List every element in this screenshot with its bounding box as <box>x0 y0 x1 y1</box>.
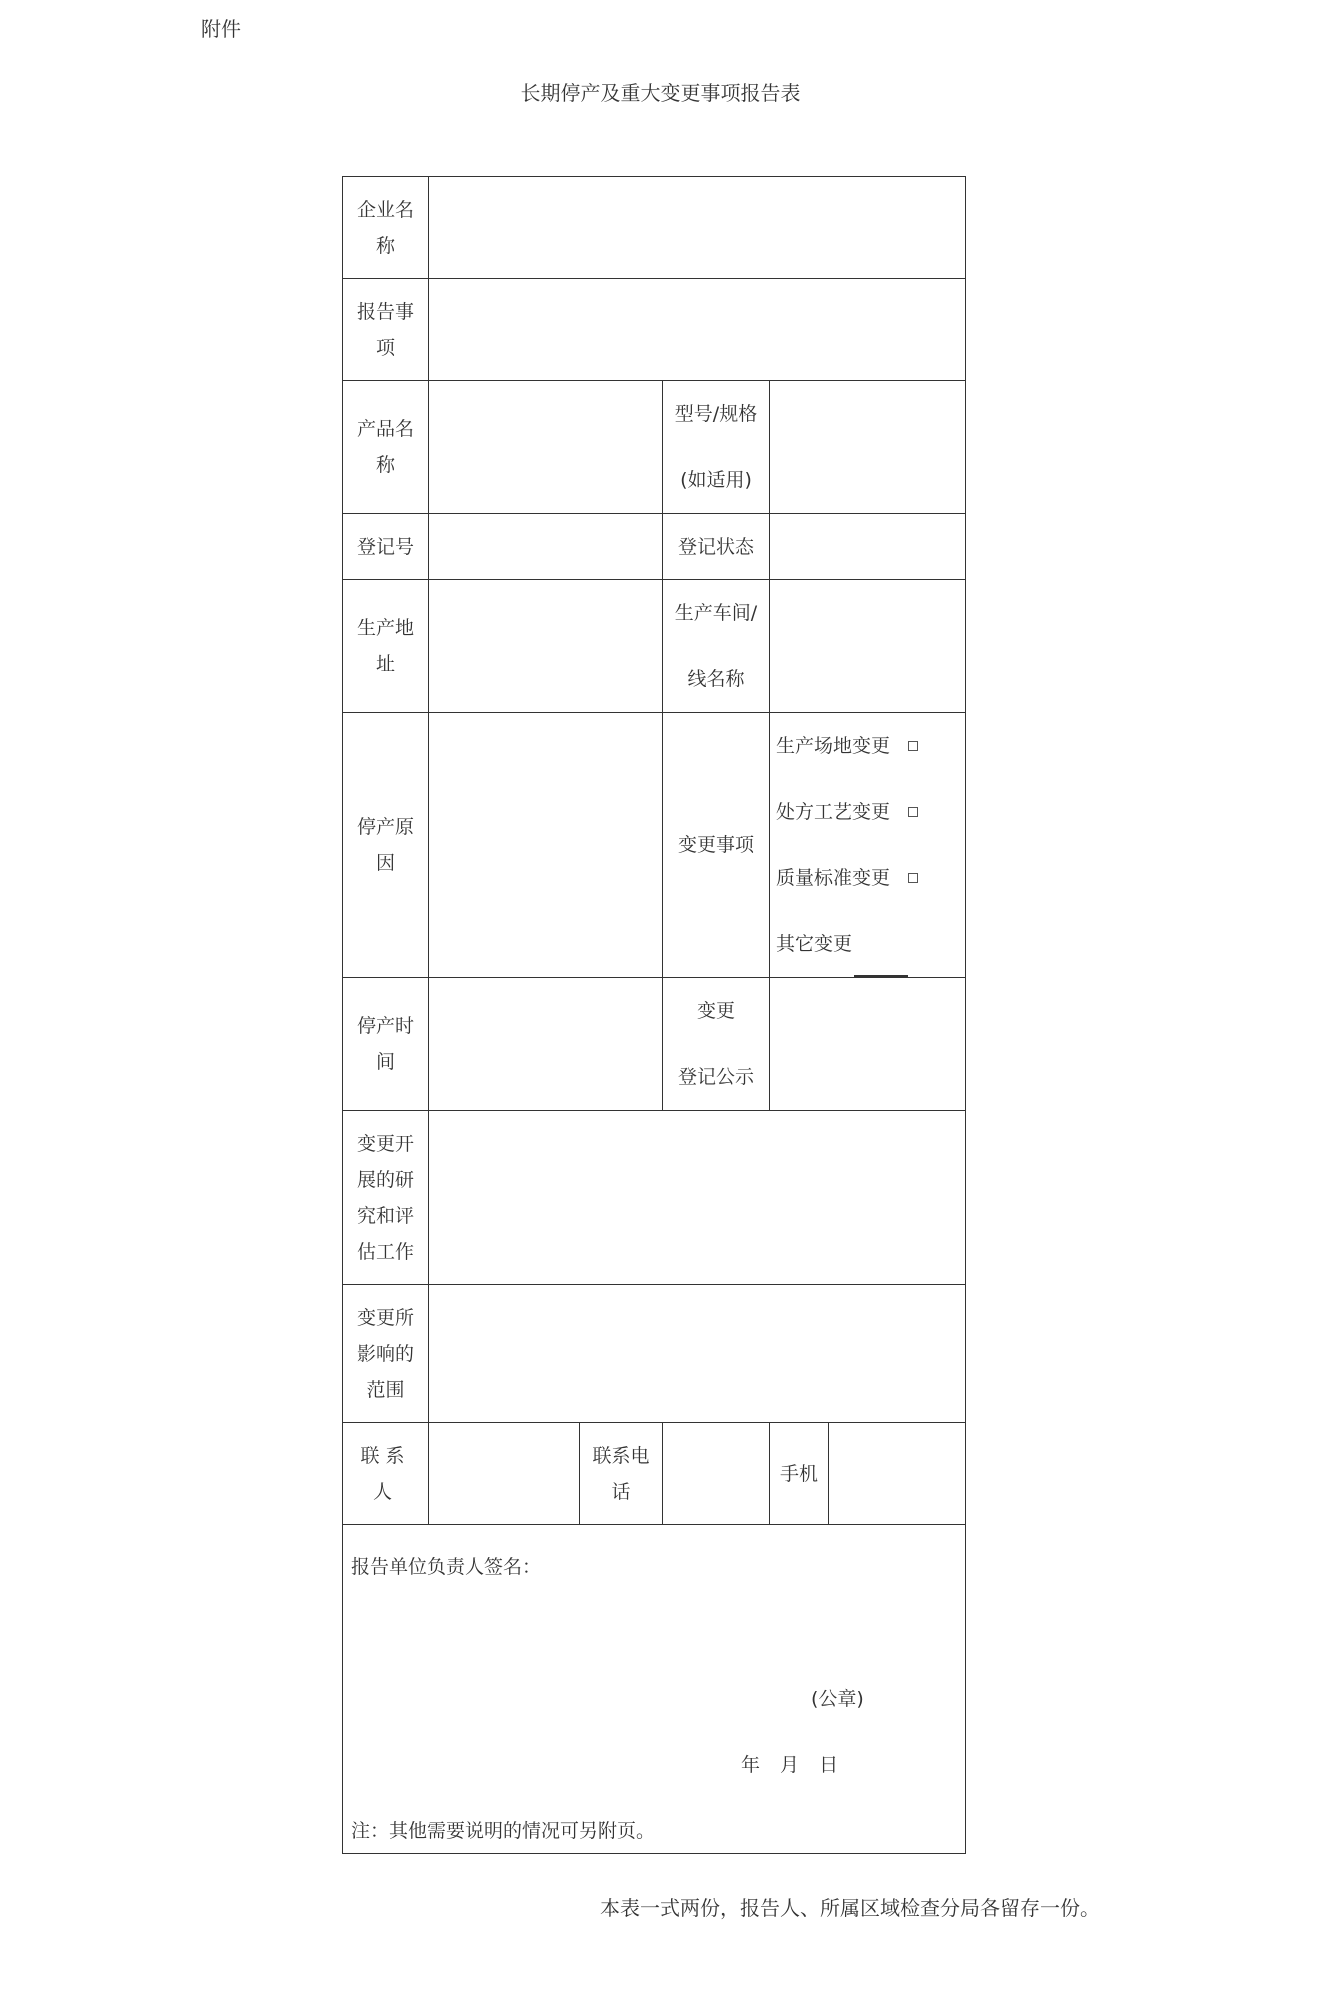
row-production-site <box>343 580 966 713</box>
stop-reason-field[interactable] <box>429 713 663 978</box>
stop-time-label: 停产时间 <box>356 1015 414 1073</box>
row-stop-reason <box>343 713 966 978</box>
stop-time-label-cell <box>343 978 429 1111</box>
row-report-item <box>343 279 966 381</box>
checkbox-icon[interactable] <box>908 741 918 751</box>
contact-label-cell <box>343 1423 429 1525</box>
option-other-change-label: 其它变更 <box>776 933 853 955</box>
stop-time-field[interactable] <box>429 978 663 1111</box>
workshop-label: 生产车间/ <box>674 602 758 624</box>
checkbox-icon[interactable] <box>908 873 918 883</box>
note-text: 注：其他需要说明的情况可另附页。 <box>351 1820 656 1842</box>
product-name-field[interactable] <box>429 381 663 514</box>
stop-reason-label-cell <box>343 713 429 978</box>
signature-cell[interactable] <box>343 1525 966 1854</box>
research-field[interactable] <box>429 1111 966 1285</box>
phone-field[interactable] <box>663 1423 770 1525</box>
row-stop-time <box>343 978 966 1111</box>
impact-label-cell <box>343 1285 429 1423</box>
company-name-label: 企业名称 <box>356 198 414 257</box>
row-product <box>343 381 966 514</box>
company-name-label-cell <box>343 177 429 279</box>
change-publicity-label-cont: 登记公示 <box>677 1066 754 1088</box>
row-research <box>343 1111 966 1285</box>
phone-label-cell <box>580 1423 663 1525</box>
mobile-label: 手机 <box>779 1462 818 1485</box>
company-name-field[interactable] <box>429 177 966 279</box>
model-spec-note: (如适用) <box>680 469 752 491</box>
prod-address-field[interactable] <box>429 580 663 713</box>
reg-status-field[interactable] <box>770 514 966 580</box>
reg-status-label: 登记状态 <box>677 535 754 558</box>
row-signature <box>343 1525 966 1854</box>
change-items-label-cell <box>663 713 770 978</box>
model-spec-label-cell <box>663 381 770 514</box>
stop-reason-label: 停产原因 <box>356 816 414 874</box>
option-site-change-label: 生产场地变更 <box>776 735 891 757</box>
report-form-table <box>342 176 966 1854</box>
reg-no-label: 登记号 <box>356 535 414 558</box>
change-publicity-label: 变更 <box>696 1000 735 1022</box>
signature-label: 报告单位负责人签名： <box>351 1556 542 1578</box>
change-publicity-field[interactable] <box>770 978 966 1111</box>
workshop-label-cont: 线名称 <box>687 668 745 690</box>
row-company-name <box>343 177 966 279</box>
row-registration <box>343 514 966 580</box>
option-standard-change-label: 质量标准变更 <box>776 867 891 889</box>
prod-address-label-cell <box>343 580 429 713</box>
reg-no-field[interactable] <box>429 514 663 580</box>
reg-status-label-cell <box>663 514 770 580</box>
seal-label: (公章) <box>811 1688 864 1710</box>
row-contact <box>343 1423 966 1525</box>
change-items-label: 变更事项 <box>677 834 754 856</box>
option-site-change[interactable] <box>770 713 965 779</box>
report-item-label-cell <box>343 279 429 381</box>
option-other-change[interactable] <box>770 911 965 977</box>
research-label-cell <box>343 1111 429 1285</box>
workshop-field[interactable] <box>770 580 966 713</box>
mobile-field[interactable] <box>829 1423 966 1525</box>
workshop-label-cell <box>663 580 770 713</box>
impact-label: 变更所影响的范围 <box>356 1306 414 1401</box>
other-change-blank[interactable] <box>854 955 908 977</box>
prod-address-label: 生产地址 <box>356 617 414 675</box>
phone-label: 联系电话 <box>592 1444 650 1503</box>
row-impact <box>343 1285 966 1423</box>
model-spec-field[interactable] <box>770 381 966 514</box>
model-spec-label: 型号/规格 <box>674 403 758 425</box>
contact-field[interactable] <box>429 1423 580 1525</box>
report-item-label: 报告事项 <box>356 300 414 359</box>
report-item-field[interactable] <box>429 279 966 381</box>
change-options-cell <box>770 713 966 978</box>
contact-label: 联系人 <box>360 1444 411 1503</box>
product-name-label-cell <box>343 381 429 514</box>
mobile-label-cell <box>770 1423 829 1525</box>
date-label: 年 月 日 <box>741 1754 839 1776</box>
research-label: 变更开展的研究和评估工作 <box>356 1132 414 1263</box>
option-process-change[interactable] <box>770 779 965 845</box>
option-process-change-label: 处方工艺变更 <box>776 801 891 823</box>
document-title: 长期停产及重大变更事项报告表 <box>520 81 801 105</box>
reg-no-label-cell <box>343 514 429 580</box>
product-name-label: 产品名称 <box>356 418 414 476</box>
attachment-label: 附件 <box>201 17 241 41</box>
impact-field[interactable] <box>429 1285 966 1423</box>
change-publicity-label-cell <box>663 978 770 1111</box>
footer-note: 本表一式两份，报告人、所属区域检查分局各留存一份。 <box>600 1896 1100 1920</box>
checkbox-icon[interactable] <box>908 807 918 817</box>
option-standard-change[interactable] <box>770 845 965 911</box>
